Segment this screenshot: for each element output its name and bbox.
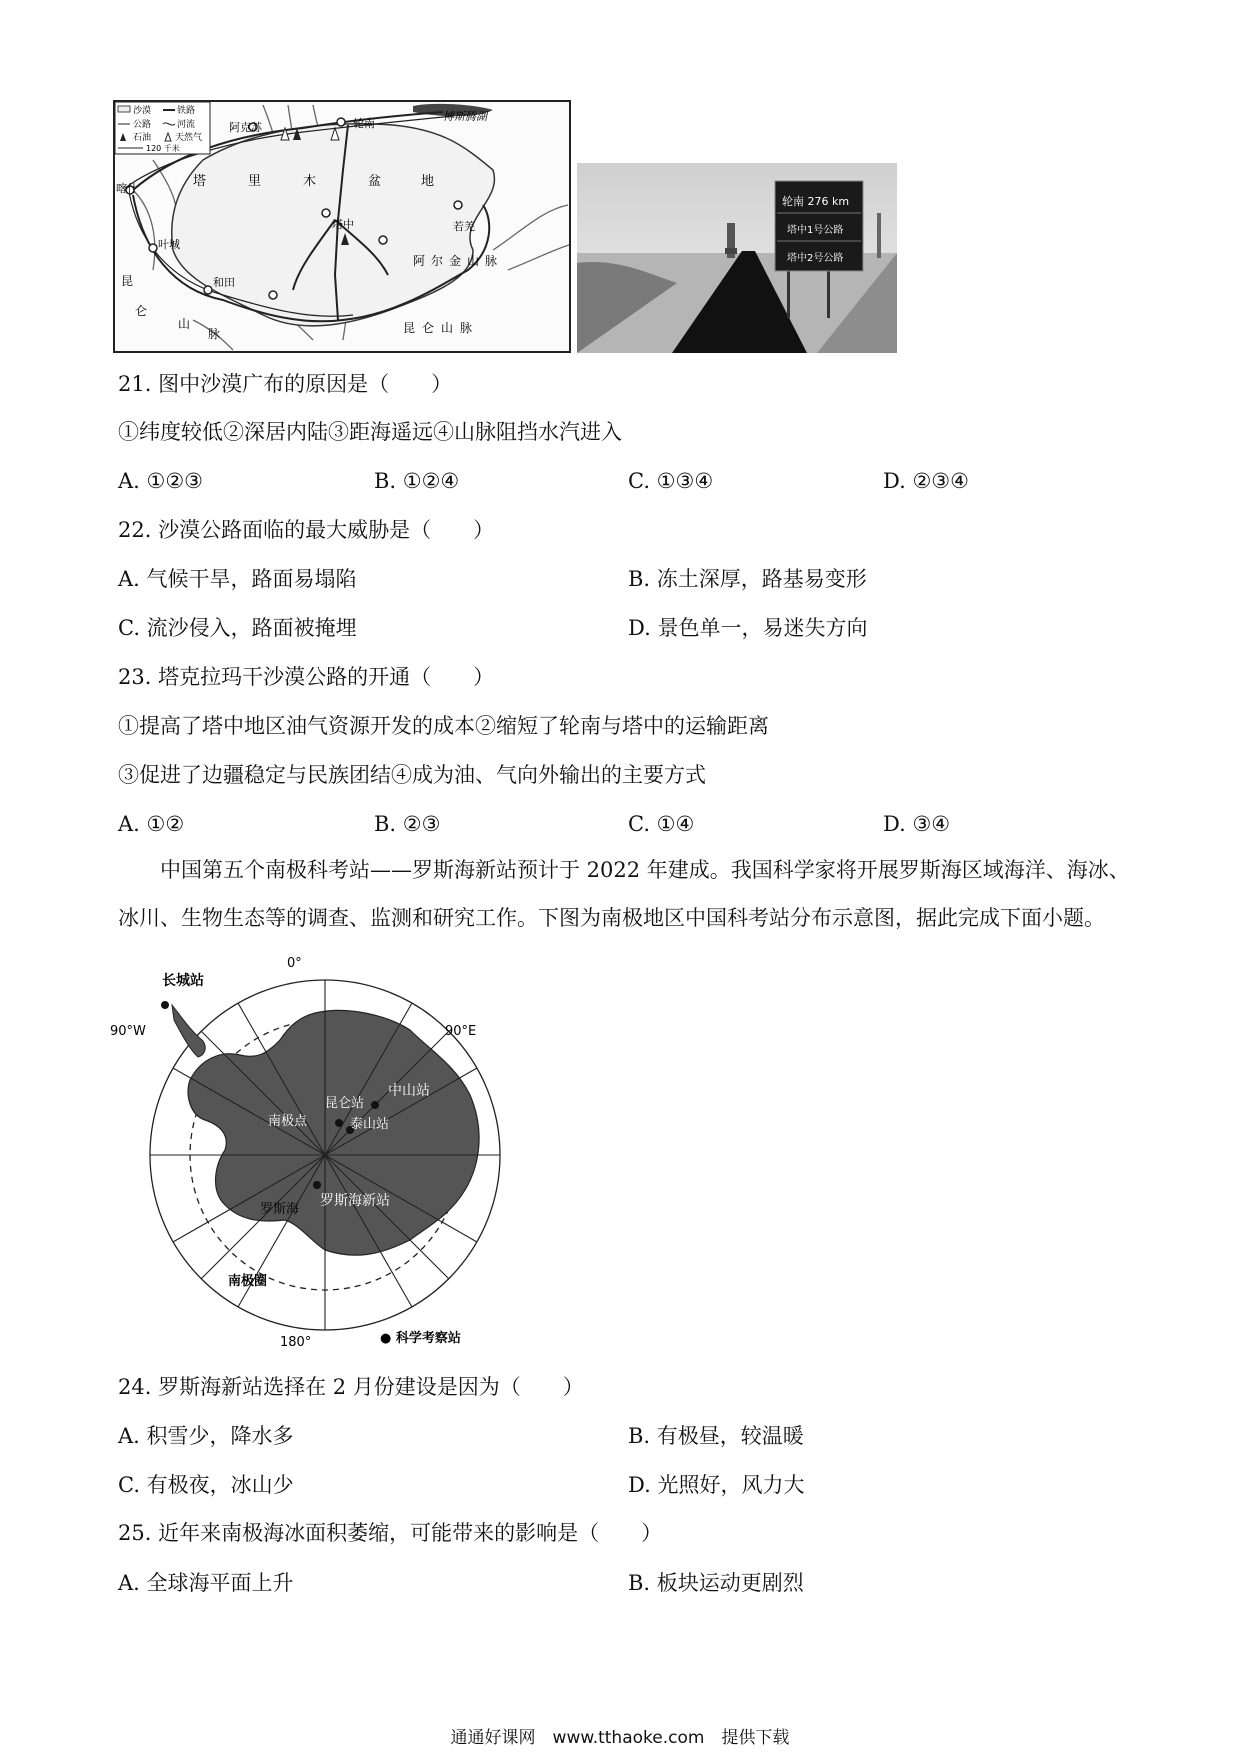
label-90e: 90°E [445, 1024, 477, 1039]
label-hetian: 和田 [213, 276, 235, 289]
q24-stem: 24. 罗斯海新站选择在 2 月份建设是因为（ ） [118, 1375, 584, 1399]
label-li: 里 [248, 174, 262, 189]
q24-option-b: B. 有极昼，较温暖 [628, 1424, 804, 1448]
label-luntai: 轮南 [353, 117, 375, 130]
legend-river: 河流 [177, 120, 196, 130]
label-kunlun-w-4: 脉 [208, 327, 221, 341]
q21-stem: 21. 图中沙漠广布的原因是（ ） [118, 372, 453, 396]
label-90w: 90°W [110, 1024, 146, 1039]
label-kunlun-w-3: 山 [178, 317, 191, 331]
label-bosten: 博斯腾湖 [443, 110, 487, 123]
antarctic-peninsula [172, 1005, 205, 1057]
q23-option-b: B. ②③ [374, 812, 441, 836]
station-rosssea [313, 1181, 321, 1189]
label-kunlun-w-1: 昆 [121, 274, 134, 288]
label-kunlun-east: 昆仑山脉 [403, 321, 480, 335]
map-legend-station: ● 科学考察站 [380, 1331, 461, 1346]
label-mu: 木 [303, 174, 317, 189]
label-altun-mountains: 阿尔金山脉 [413, 254, 504, 268]
q23-statement-2: ③促进了边疆稳定与民族团结④成为油、气向外输出的主要方式 [118, 763, 706, 787]
legend-oil: 石油 [133, 133, 152, 143]
sign-row-tazhong1: 塔中1号公路 [787, 225, 844, 236]
label-aksu: 阿克苏 [229, 121, 262, 134]
q25-option-b: B. 板块运动更剧烈 [628, 1571, 804, 1595]
q22-option-a: A. 气候干旱，路面易塌陷 [118, 567, 357, 591]
label-ross-sea: 罗斯海 [260, 1202, 300, 1217]
q24-option-d: D. 光照好，风力大 [628, 1473, 805, 1497]
label-ruoqiang: 若羌 [453, 220, 475, 233]
q23-option-d: D. ③④ [883, 812, 951, 836]
label-pen: 盆 [368, 174, 382, 189]
q24-option-c: C. 有极夜，冰山少 [118, 1473, 294, 1497]
q21-option-c: C. ①③④ [628, 469, 714, 493]
label-changcheng: 长城站 [162, 973, 204, 989]
sign-row-tazhong2: 塔中2号公路 [787, 253, 844, 264]
label-zhongshan: 中山站 [388, 1083, 430, 1099]
station-zhongshan [371, 1101, 379, 1109]
label-yecheng: 叶城 [158, 238, 180, 251]
label-taishan: 泰山站 [350, 1117, 390, 1132]
page-footer: 通通好课网 www.tthaoke.com 提供下载 [450, 1728, 790, 1748]
q22-stem: 22. 沙漠公路面临的最大威胁是（ ） [118, 518, 495, 542]
antarctic-map [110, 955, 540, 1355]
legend-railway: 铁路 [177, 106, 196, 116]
q22-option-c: C. 流沙侵入，路面被掩埋 [118, 616, 357, 640]
label-di: 地 [421, 174, 435, 189]
label-ross-station: 罗斯海新站 [320, 1193, 390, 1209]
label-ta: 塔 [193, 174, 207, 189]
legend-desert: 沙漠 [133, 106, 152, 116]
q21-option-d: D. ②③④ [883, 469, 969, 493]
label-south-pole: 南极点 [268, 1114, 308, 1129]
label-kunlun-w-2: 仑 [135, 304, 148, 318]
desert-road-photo [577, 163, 897, 353]
station-kunlun [335, 1119, 343, 1127]
q21-option-a: A. ①②③ [118, 469, 203, 493]
label-antarctic-circle: 南极圈 [228, 1274, 268, 1289]
q23-option-c: C. ①④ [628, 812, 695, 836]
label-180-degree: 180° [280, 1335, 312, 1350]
antarctic-passage: 中国第五个南极科考站——罗斯海新站预计于 2022 年建成。我国科学家将开展罗斯海区域海洋、海冰、冰川、生物生态等的调查、监测和研究工作。下图为南极地区中国科考站分布示意图，据此完成下面小题。 [118, 858, 1130, 930]
q25-option-a: A. 全球海平面上升 [118, 1571, 294, 1595]
label-tazhong: 塔中 [332, 218, 354, 231]
legend-gas: 天然气 [175, 133, 203, 143]
legend-highway: 公路 [133, 120, 152, 130]
q23-option-a: A. ①② [118, 812, 185, 836]
label-0-degree: 0° [287, 956, 302, 971]
q25-stem: 25. 近年来南极海冰面积萎缩，可能带来的影响是（ ） [118, 1521, 663, 1545]
tarim-basin-map [113, 100, 571, 353]
q23-statement-1: ①提高了塔中地区油气资源开发的成本②缩短了轮南与塔中的运输距离 [118, 714, 769, 738]
q21-statements: ①纬度较低②深居内陆③距海遥远④山脉阻挡水汽进入 [118, 420, 622, 444]
sign-row-luntai: 轮南 276 km [782, 195, 850, 208]
q22-option-b: B. 冻土深厚，路基易变形 [628, 567, 867, 591]
q22-option-d: D. 景色单一，易迷失方向 [628, 616, 868, 640]
q24-option-a: A. 积雪少，降水多 [118, 1424, 294, 1448]
label-kunlun: 昆仑站 [325, 1096, 365, 1111]
station-changcheng [161, 1001, 169, 1009]
q23-stem: 23. 塔克拉玛干沙漠公路的开通（ ） [118, 665, 495, 689]
label-kashgar: 喀什 [116, 182, 138, 195]
legend-scale: 120 千米 [146, 144, 180, 153]
q21-option-b: B. ①②④ [374, 469, 460, 493]
